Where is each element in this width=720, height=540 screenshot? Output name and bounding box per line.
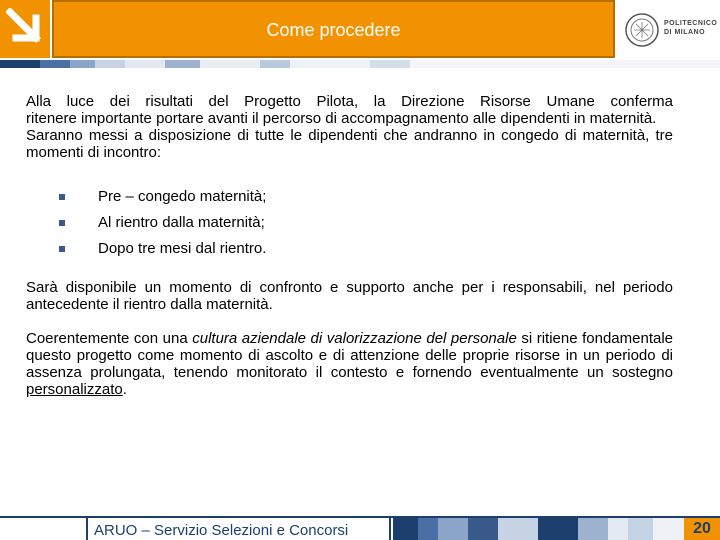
bullet-list bbox=[59, 184, 673, 262]
list-item: Pre – congedo maternità; bbox=[59, 184, 673, 210]
paragraph-managers: Sarà disponibile un momento di confronto e supporto anche per i responsabili, nel periodo antecedente il rientro dalla maternità. bbox=[26, 279, 673, 313]
bullet-square-icon bbox=[59, 194, 65, 200]
bullet-square-icon bbox=[59, 246, 65, 252]
bullet-square-icon bbox=[59, 220, 65, 226]
paragraph-intro-line3: Saranno messi a disposizione di tutte le dipendenti che andranno in congedo di maternità, tre momenti di incontro: bbox=[26, 127, 673, 161]
footer-label: ARUO – Servizio Selezioni e Concorsi bbox=[94, 522, 349, 539]
list-item: Dopo tre mesi dal rientro. bbox=[59, 236, 673, 262]
institution-logo bbox=[624, 8, 716, 52]
title-bar bbox=[52, 0, 615, 58]
arrow-down-right-icon bbox=[6, 8, 44, 48]
page-title: Come procedere bbox=[266, 20, 401, 40]
seal-icon bbox=[624, 12, 660, 48]
institution-name: POLITECNICO DI MILANO bbox=[664, 20, 718, 36]
paragraph-conclusion: Coerentemente con una cultura aziendale di valorizzazione del personale si ritiene fondamentale questo progetto come momento di ascolto e di attenzione delle proprie risorse in un periodo di assenza prolungata, tenendo monitorato il contesto e fornendo eventualmente un sostegno personalizzato. bbox=[26, 330, 673, 398]
logo-box bbox=[0, 0, 50, 58]
list-item: Al rientro dalla maternità; bbox=[59, 210, 673, 236]
paragraph-intro-line2: ritenere importante portare avanti il percorso di accompagnamento alle dipendenti in maternità. bbox=[26, 110, 657, 127]
slide-content bbox=[26, 93, 673, 398]
decorative-strip bbox=[0, 60, 720, 68]
paragraph-intro-line1: Alla luce dei risultati del Progetto Pilota, la Direzione Risorse Umane conferma bbox=[26, 93, 673, 110]
page-number: 20 bbox=[684, 518, 720, 540]
